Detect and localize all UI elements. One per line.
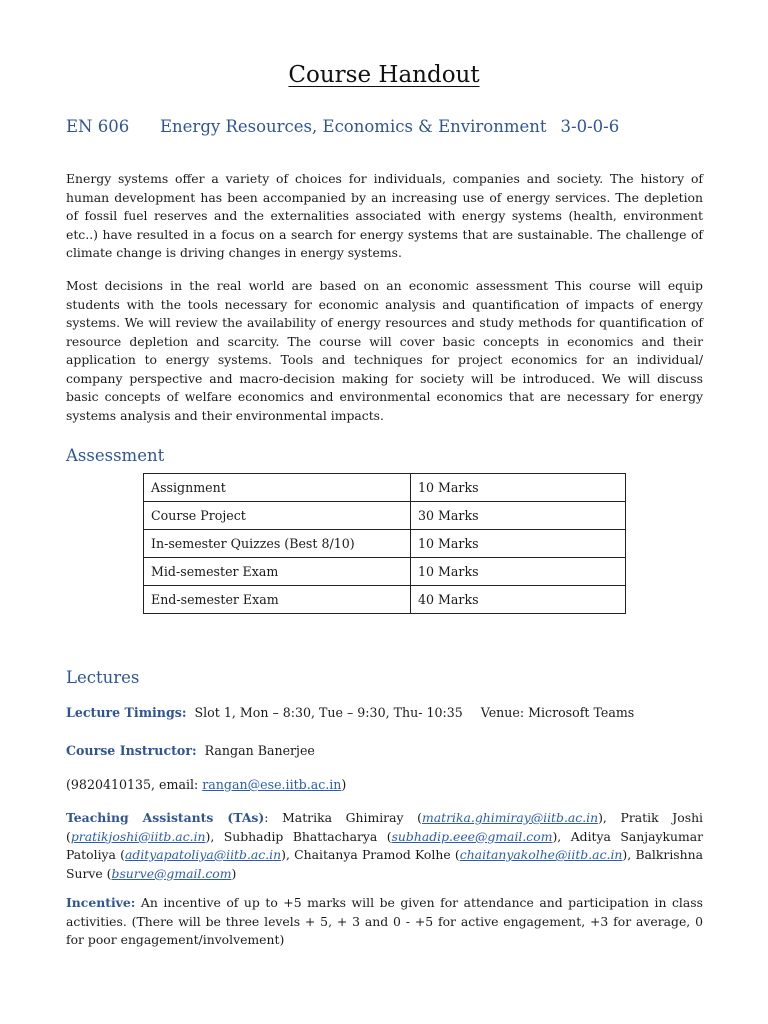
incentive-text: An incentive of up to +5 marks will be given for attendance and participation in class activities. (There will be three levels + 5, + 3 and 0 - +5 for active engagement, +3 for average, 0 for poor engagement/involvement): [66, 895, 703, 947]
assessment-marks: 30 Marks: [411, 502, 626, 530]
intro-paragraph-2: Most decisions in the real world are based on an economic assessment This course will equip students with the tools necessary for economic analysis and quantification of impacts of energy systems. We will review the availability of energy resources and study methods for quantification of resource depletion and scarcity. The course will cover basic concepts in economics and their application to energy systems. Tools and techniques for project economics for an individual/ company perspective and macro-decision making for society will be introduced. We will discuss basic concepts of welfare economics and environmental economics that are necessary for energy systems analysis and their environmental impacts.: [66, 278, 703, 423]
incentive: [66, 894, 703, 950]
ta-name: Pratik Joshi: [620, 810, 704, 825]
table-row: [144, 474, 626, 502]
course-header: [66, 117, 706, 136]
ta-email-link[interactable]: subhadip.eee@gmail.com: [391, 828, 553, 844]
instructor-name: Rangan Banerjee: [204, 743, 315, 758]
table-row: [144, 558, 626, 586]
assessment-marks: 10 Marks: [411, 558, 626, 586]
ta-label: Teaching Assistants (TAs): [66, 810, 265, 825]
ta-email-link[interactable]: adityapatoliya@iitb.ac.in: [125, 847, 282, 862]
contact-suffix: ): [341, 777, 347, 792]
table-row: [144, 502, 626, 530]
lecture-timings-value: Slot 1, Mon – 8:30, Tue – 9:30, Thu- 10:35: [194, 705, 463, 720]
teaching-assistants: Teaching Assistants (TAs): Matrika Ghimiray (matrika.ghimiray@iitb.ac.in), Pratik Joshi (pratikjoshi@iitb.ac.in), Subhadip Bhattacharya (subhadip.eee@gmail.com), Aditya Sanjaykumar Patoliya (adityapatoliya@iitb.ac.in), Chaitanya Pramod Kolhe (chaitanyakolhe@iitb.ac.in), Balkrishna Surve (bsurve@gmail.com): [66, 810, 704, 881]
ta-email-link[interactable]: bsurve@gmail.com: [111, 865, 232, 881]
course-credits: 3-0-0-6: [560, 117, 620, 136]
assessment-item: Assignment: [144, 474, 411, 502]
instructor-email-link[interactable]: rangan@ese.iitb.ac.in: [202, 777, 342, 792]
assessment-item: In-semester Quizzes (Best 8/10): [144, 530, 411, 558]
assessment-heading: Assessment: [66, 446, 165, 465]
ta-name: Matrika Ghimiray: [282, 810, 404, 825]
intro-paragraph-1: Energy systems offer a variety of choices for individuals, companies and society. The history of human development has been accompanied by an increasing use of energy services. The depletion of fossil fuel reserves and the externalities associated with energy systems (health, environment etc..) have resulted in a focus on a search for energy systems that are sustainable. The challenge of climate change is driving changes in energy systems.: [66, 171, 703, 260]
lectures-heading: Lectures: [66, 668, 140, 687]
ta-email-link[interactable]: chaitanyakolhe@iitb.ac.in: [459, 847, 623, 862]
ta-name: Chaitanya Pramod Kolhe: [294, 847, 451, 862]
assessment-marks: 10 Marks: [411, 530, 626, 558]
assessment-marks: 40 Marks: [411, 586, 626, 614]
incentive-label: Incentive:: [66, 895, 136, 910]
ta-name: Aditya Sanjaykumar Patoliya: [66, 828, 704, 862]
contact-prefix: (9820410135, email:: [66, 777, 203, 792]
ta-email-link[interactable]: pratikjoshi@iitb.ac.in: [70, 828, 206, 844]
course-instructor: [66, 743, 703, 758]
course-name: Energy Resources, Economics & Environment: [160, 117, 547, 136]
lecture-timings-label: Lecture Timings:: [66, 705, 187, 720]
lecture-venue: Venue: Microsoft Teams: [480, 705, 635, 720]
assessment-table: [143, 473, 626, 614]
course-code: EN 606: [66, 117, 130, 136]
lecture-timings: [66, 705, 703, 720]
ta-name: Balkrishna Surve: [66, 847, 703, 881]
table-row: [144, 586, 626, 614]
instructor-contact: [66, 777, 703, 792]
assessment-item: Mid-semester Exam: [144, 558, 411, 586]
instructor-label: Course Instructor:: [66, 743, 197, 758]
assessment-item: Course Project: [144, 502, 411, 530]
ta-email-link[interactable]: matrika.ghimiray@iitb.ac.in: [421, 810, 599, 825]
table-row: [144, 530, 626, 558]
document-title: Course Handout: [288, 62, 480, 88]
assessment-marks: 10 Marks: [411, 474, 626, 502]
ta-name: Subhadip Bhattacharya: [223, 828, 378, 844]
assessment-item: End-semester Exam: [144, 586, 411, 614]
